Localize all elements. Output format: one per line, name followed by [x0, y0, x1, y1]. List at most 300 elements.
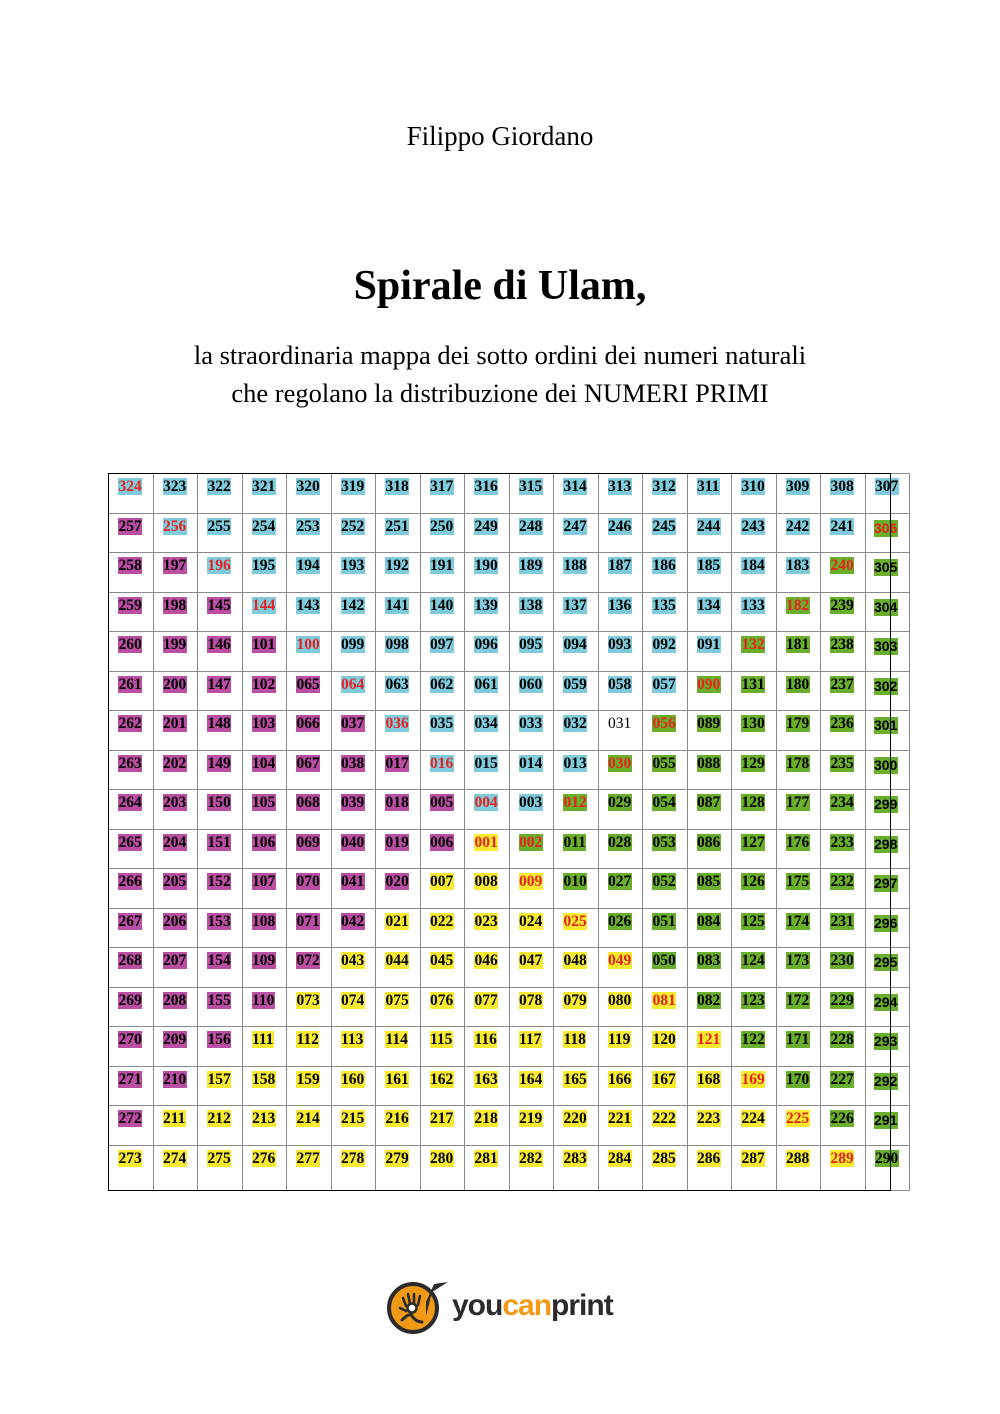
grid-cell: [287, 790, 332, 830]
cell-number: 238: [830, 636, 854, 654]
grid-cell: [554, 671, 599, 711]
grid-cell: [554, 1106, 599, 1146]
cell-number: 018: [385, 794, 409, 812]
cell-number: 163: [474, 1070, 498, 1088]
grid-cell: [687, 829, 732, 869]
grid-cell: [153, 711, 198, 751]
logo-wordmark: youcanprint: [452, 1289, 613, 1322]
cell-number: 125: [741, 912, 765, 930]
cell-number: 259: [118, 596, 142, 614]
grid-cell: [109, 1145, 154, 1190]
cell-number: 227: [830, 1070, 854, 1088]
cell-number: 112: [296, 1031, 319, 1049]
grid-cell: [153, 553, 198, 593]
grid-cell: [109, 474, 154, 514]
ulam-spiral-grid: [108, 473, 910, 1191]
grid-cell: [109, 553, 154, 593]
grid-cell: [242, 711, 287, 751]
cell-number: 043: [341, 952, 365, 970]
grid-cell: [198, 829, 243, 869]
cell-number: 222: [652, 1110, 676, 1128]
grid-cell: [687, 513, 732, 553]
grid-cell: [509, 1106, 554, 1146]
cell-number: 251: [385, 517, 409, 535]
cell-number: 036: [385, 715, 409, 733]
cell-number: 148: [207, 715, 231, 733]
cell-number: 041: [341, 873, 365, 891]
cell-number: 059: [563, 675, 587, 693]
grid-cell: [465, 829, 510, 869]
cell-number: 305: [874, 559, 898, 576]
cell-number: 124: [741, 952, 765, 970]
grid-cell: [331, 948, 376, 988]
grid-cell: [598, 592, 643, 632]
grid-cell: [643, 711, 688, 751]
grid-cell: [865, 948, 910, 988]
grid-cell: [287, 1027, 332, 1067]
grid-cell: [153, 632, 198, 672]
cell-number: 215: [341, 1110, 365, 1128]
cell-number: 213: [252, 1110, 276, 1128]
cell-number: 205: [163, 873, 187, 891]
cell-number: 300: [874, 756, 898, 773]
cell-number: 217: [430, 1110, 454, 1128]
grid-cell: [598, 790, 643, 830]
grid-cell: [865, 750, 910, 790]
cell-number: 030: [608, 754, 632, 772]
grid-cell: [865, 1145, 910, 1190]
cell-number: 257: [118, 517, 142, 535]
grid-cell: [198, 908, 243, 948]
cell-number: 056: [652, 715, 676, 733]
grid-cell: [287, 592, 332, 632]
grid-cell: [242, 474, 287, 514]
cell-number: 127: [741, 833, 765, 851]
cell-number: 019: [385, 833, 409, 851]
cell-number: 309: [786, 478, 810, 495]
grid-cell: [242, 750, 287, 790]
cell-number: 167: [652, 1070, 676, 1088]
cell-number: 277: [296, 1149, 320, 1167]
cell-number: 021: [385, 912, 409, 930]
cell-number: 074: [341, 991, 365, 1009]
cell-number: 164: [519, 1070, 543, 1088]
cell-number: 311: [697, 478, 720, 495]
cell-number: 320: [296, 478, 320, 495]
cell-number: 185: [697, 557, 721, 575]
grid-cell: [287, 1145, 332, 1190]
cell-number: 060: [519, 675, 543, 693]
grid-cell: [865, 553, 910, 593]
grid-cell: [598, 987, 643, 1027]
cell-number: 182: [786, 596, 810, 614]
cell-number: 254: [252, 517, 276, 535]
grid-cell: [643, 1145, 688, 1190]
cell-number: 061: [474, 675, 498, 693]
grid-cell: [198, 513, 243, 553]
cell-number: 078: [519, 991, 543, 1009]
cell-number: 278: [341, 1149, 365, 1167]
cell-number: 160: [341, 1070, 365, 1088]
grid-row: [109, 671, 910, 711]
grid-cell: [242, 671, 287, 711]
grid-cell: [821, 987, 866, 1027]
grid-cell: [509, 1145, 554, 1190]
grid-cell: [865, 1066, 910, 1106]
cell-number: 240: [830, 557, 854, 575]
grid-cell: [776, 553, 821, 593]
grid-cell: [287, 553, 332, 593]
grid-cell: [109, 513, 154, 553]
grid-cell: [242, 632, 287, 672]
grid-cell: [376, 553, 421, 593]
cell-number: 029: [608, 794, 632, 812]
cell-number: 221: [608, 1110, 632, 1128]
author-name: Filippo Giordano: [406, 121, 594, 151]
grid-cell: [865, 671, 910, 711]
grid-cell: [554, 1145, 599, 1190]
cell-number: 050: [652, 952, 676, 970]
cell-number: 072: [296, 952, 320, 970]
grid-cell: [331, 908, 376, 948]
grid-cell: [821, 750, 866, 790]
grid-cell: [109, 1066, 154, 1106]
grid-cell: [687, 750, 732, 790]
cell-number: 006: [430, 833, 454, 851]
grid-cell: [554, 948, 599, 988]
grid-cell: [687, 1145, 732, 1190]
cell-number: 007: [430, 873, 454, 891]
grid-cell: [776, 948, 821, 988]
grid-cell: [598, 1145, 643, 1190]
cell-number: 047: [519, 952, 543, 970]
cell-number: 119: [608, 1031, 631, 1049]
cell-number: 051: [652, 912, 676, 930]
grid-cell: [420, 869, 465, 909]
cell-number: 014: [519, 754, 543, 772]
cell-number: 037: [341, 715, 365, 733]
cell-number: 099: [341, 636, 365, 654]
grid-cell: [465, 1106, 510, 1146]
cell-number: 293: [874, 1033, 898, 1050]
grid-cell: [643, 671, 688, 711]
grid-cell: [598, 829, 643, 869]
cell-number: 195: [252, 557, 276, 575]
grid-cell: [598, 671, 643, 711]
cell-number: 187: [608, 557, 632, 575]
grid-row: [109, 790, 910, 830]
grid-cell: [732, 750, 777, 790]
subtitle-line-1: la straordinaria mappa dei sotto ordini dei numeri naturali: [193, 340, 807, 370]
grid-cell: [465, 908, 510, 948]
grid-cell: [598, 632, 643, 672]
cell-number: 136: [608, 596, 632, 614]
grid-cell: [509, 513, 554, 553]
cell-number: 283: [563, 1149, 587, 1167]
grid-cell: [376, 474, 421, 514]
grid-cell: [509, 1027, 554, 1067]
grid-cell: [198, 1066, 243, 1106]
cell-number: 281: [474, 1149, 498, 1167]
grid-cell: [732, 829, 777, 869]
grid-cell: [554, 1027, 599, 1067]
grid-cell: [509, 1066, 554, 1106]
grid-cell: [598, 908, 643, 948]
cell-number: 303: [874, 638, 898, 655]
grid-cell: [376, 1145, 421, 1190]
cell-number: 314: [563, 478, 587, 495]
cell-number: 100: [296, 636, 320, 654]
cell-number: 285: [652, 1149, 676, 1167]
cell-number: 242: [786, 517, 810, 535]
grid-row: [109, 553, 910, 593]
grid-cell: [776, 790, 821, 830]
cell-number: 070: [296, 873, 320, 891]
cell-number: 184: [741, 557, 765, 575]
book-subtitle: [0, 336, 1000, 412]
cell-number: 066: [296, 715, 320, 733]
grid-cell: [420, 711, 465, 751]
cell-number: 228: [830, 1031, 854, 1049]
cell-number: 154: [207, 952, 231, 970]
grid-cell: [287, 948, 332, 988]
cell-number: 114: [385, 1031, 408, 1049]
cell-number: 075: [385, 991, 409, 1009]
cell-number: 023: [474, 912, 498, 930]
cell-number: 011: [563, 833, 586, 851]
grid-cell: [242, 513, 287, 553]
grid-cell: [865, 1106, 910, 1146]
grid-cell: [554, 592, 599, 632]
grid-cell: [821, 474, 866, 514]
cell-number: 171: [786, 1031, 810, 1049]
grid-cell: [287, 750, 332, 790]
cell-number: 159: [296, 1070, 320, 1088]
grid-cell: [331, 1027, 376, 1067]
cell-number: 318: [385, 478, 409, 495]
grid-cell: [776, 632, 821, 672]
grid-cell: [732, 1027, 777, 1067]
grid-cell: [287, 671, 332, 711]
grid-cell: [198, 1106, 243, 1146]
cell-number: 091: [697, 636, 721, 654]
grid-cell: [109, 948, 154, 988]
cell-number: 196: [207, 557, 231, 575]
cell-number: 025: [563, 912, 587, 930]
cell-number: 147: [207, 675, 231, 693]
cell-number: 105: [252, 794, 276, 812]
cell-number: 054: [652, 794, 676, 812]
grid-cell: [198, 1027, 243, 1067]
cell-number: 092: [652, 636, 676, 654]
grid-cell: [376, 908, 421, 948]
grid-cell: [776, 869, 821, 909]
grid-cell: [865, 632, 910, 672]
cell-number: 289: [830, 1149, 854, 1167]
cell-number: 044: [385, 952, 409, 970]
grid-cell: [287, 908, 332, 948]
cell-number: 255: [207, 517, 231, 535]
cell-number: 153: [207, 912, 231, 930]
grid-cell: [287, 987, 332, 1027]
grid-row: [109, 987, 910, 1027]
grid-cell: [598, 474, 643, 514]
cell-number: 027: [608, 873, 632, 891]
cell-number: 121: [697, 1031, 721, 1049]
grid-cell: [732, 1145, 777, 1190]
cell-number: 137: [563, 596, 587, 614]
cell-number: 005: [430, 794, 454, 812]
cell-number: 280: [430, 1149, 454, 1167]
cell-number: 296: [874, 914, 898, 931]
grid-cell: [331, 513, 376, 553]
cell-number: 207: [163, 952, 187, 970]
cell-number: 107: [252, 873, 276, 891]
cell-number: 284: [608, 1149, 632, 1167]
cell-number: 301: [874, 717, 898, 734]
grid-cell: [687, 1106, 732, 1146]
grid-row: [109, 711, 910, 751]
grid-cell: [687, 948, 732, 988]
grid-cell: [821, 948, 866, 988]
cell-number: 089: [697, 715, 721, 733]
grid-cell: [465, 474, 510, 514]
grid-cell: [865, 513, 910, 553]
cell-number: 057: [652, 675, 676, 693]
grid-cell: [554, 829, 599, 869]
grid-row: [109, 948, 910, 988]
grid-cell: [732, 632, 777, 672]
grid-cell: [242, 869, 287, 909]
cell-number: 038: [341, 754, 365, 772]
grid-cell: [687, 1027, 732, 1067]
grid-cell: [509, 948, 554, 988]
cell-number: 287: [741, 1149, 765, 1167]
grid-cell: [287, 632, 332, 672]
grid-cell: [732, 711, 777, 751]
cell-number: 288: [786, 1149, 810, 1167]
cell-number: 247: [563, 517, 587, 535]
cell-number: 020: [385, 873, 409, 891]
grid-cell: [376, 1106, 421, 1146]
grid-cell: [420, 1106, 465, 1146]
cell-number: 055: [652, 754, 676, 772]
grid-row: [109, 513, 910, 553]
grid-cell: [643, 908, 688, 948]
grid-cell: [554, 553, 599, 593]
cell-number: 040: [341, 833, 365, 851]
grid-cell: [109, 671, 154, 711]
grid-cell: [821, 632, 866, 672]
cell-number: 266: [118, 873, 142, 891]
grid-cell: [821, 1027, 866, 1067]
cell-number: 165: [563, 1070, 587, 1088]
cell-number: 181: [786, 636, 810, 654]
cell-number: 200: [163, 675, 187, 693]
grid-cell: [153, 1106, 198, 1146]
grid-cell: [687, 474, 732, 514]
grid-cell: [287, 829, 332, 869]
cell-number: 265: [118, 833, 142, 851]
grid-row: [109, 869, 910, 909]
cell-number: 069: [296, 833, 320, 851]
cell-number: 321: [252, 478, 276, 495]
grid-cell: [465, 1066, 510, 1106]
cell-number: 143: [296, 596, 320, 614]
grid-cell: [776, 1027, 821, 1067]
grid-cell: [598, 948, 643, 988]
grid-cell: [376, 513, 421, 553]
grid-cell: [198, 671, 243, 711]
grid-cell: [465, 1027, 510, 1067]
cell-number: 304: [874, 598, 898, 615]
grid-cell: [420, 829, 465, 869]
cell-number: 017: [385, 754, 409, 772]
grid-cell: [687, 908, 732, 948]
cell-number: 239: [830, 596, 854, 614]
cell-number: 034: [474, 715, 498, 733]
grid-cell: [109, 1027, 154, 1067]
cell-number: 166: [608, 1070, 632, 1088]
grid-cell: [376, 1066, 421, 1106]
grid-cell: [153, 908, 198, 948]
grid-cell: [509, 474, 554, 514]
cell-number: 139: [474, 596, 498, 614]
grid-cell: [331, 1145, 376, 1190]
cell-number: 145: [207, 596, 231, 614]
grid-cell: [109, 829, 154, 869]
cell-number: 243: [741, 517, 765, 535]
cell-number: 211: [163, 1110, 186, 1128]
grid-cell: [242, 1027, 287, 1067]
grid-cell: [376, 948, 421, 988]
grid-row: [109, 750, 910, 790]
cell-number: 149: [207, 754, 231, 772]
cell-number: 204: [163, 833, 187, 851]
cell-number: 088: [697, 754, 721, 772]
cell-number: 316: [474, 478, 498, 495]
cell-number: 039: [341, 794, 365, 812]
cell-number: 216: [385, 1110, 409, 1128]
cell-number: 174: [786, 912, 810, 930]
cell-number: 097: [430, 636, 454, 654]
grid-cell: [509, 553, 554, 593]
grid-cell: [420, 671, 465, 711]
grid-cell: [509, 829, 554, 869]
grid-cell: [376, 632, 421, 672]
cell-number: 323: [163, 478, 187, 495]
cell-number: 297: [874, 875, 898, 892]
grid-cell: [153, 987, 198, 1027]
grid-cell: [687, 592, 732, 632]
grid-cell: [598, 1106, 643, 1146]
cell-number: 141: [385, 596, 409, 614]
cell-number: 042: [341, 912, 365, 930]
cell-number: 258: [118, 557, 142, 575]
grid-cell: [198, 474, 243, 514]
cell-number: 151: [207, 833, 231, 851]
cell-number: 085: [697, 873, 721, 891]
grid-cell: [465, 711, 510, 751]
grid-cell: [732, 948, 777, 988]
cell-number: 081: [652, 991, 676, 1009]
cell-number: 295: [874, 954, 898, 971]
grid-cell: [242, 829, 287, 869]
grid-cell: [287, 711, 332, 751]
grid-cell: [242, 553, 287, 593]
cell-number: 264: [118, 794, 142, 812]
grid-cell: [554, 632, 599, 672]
